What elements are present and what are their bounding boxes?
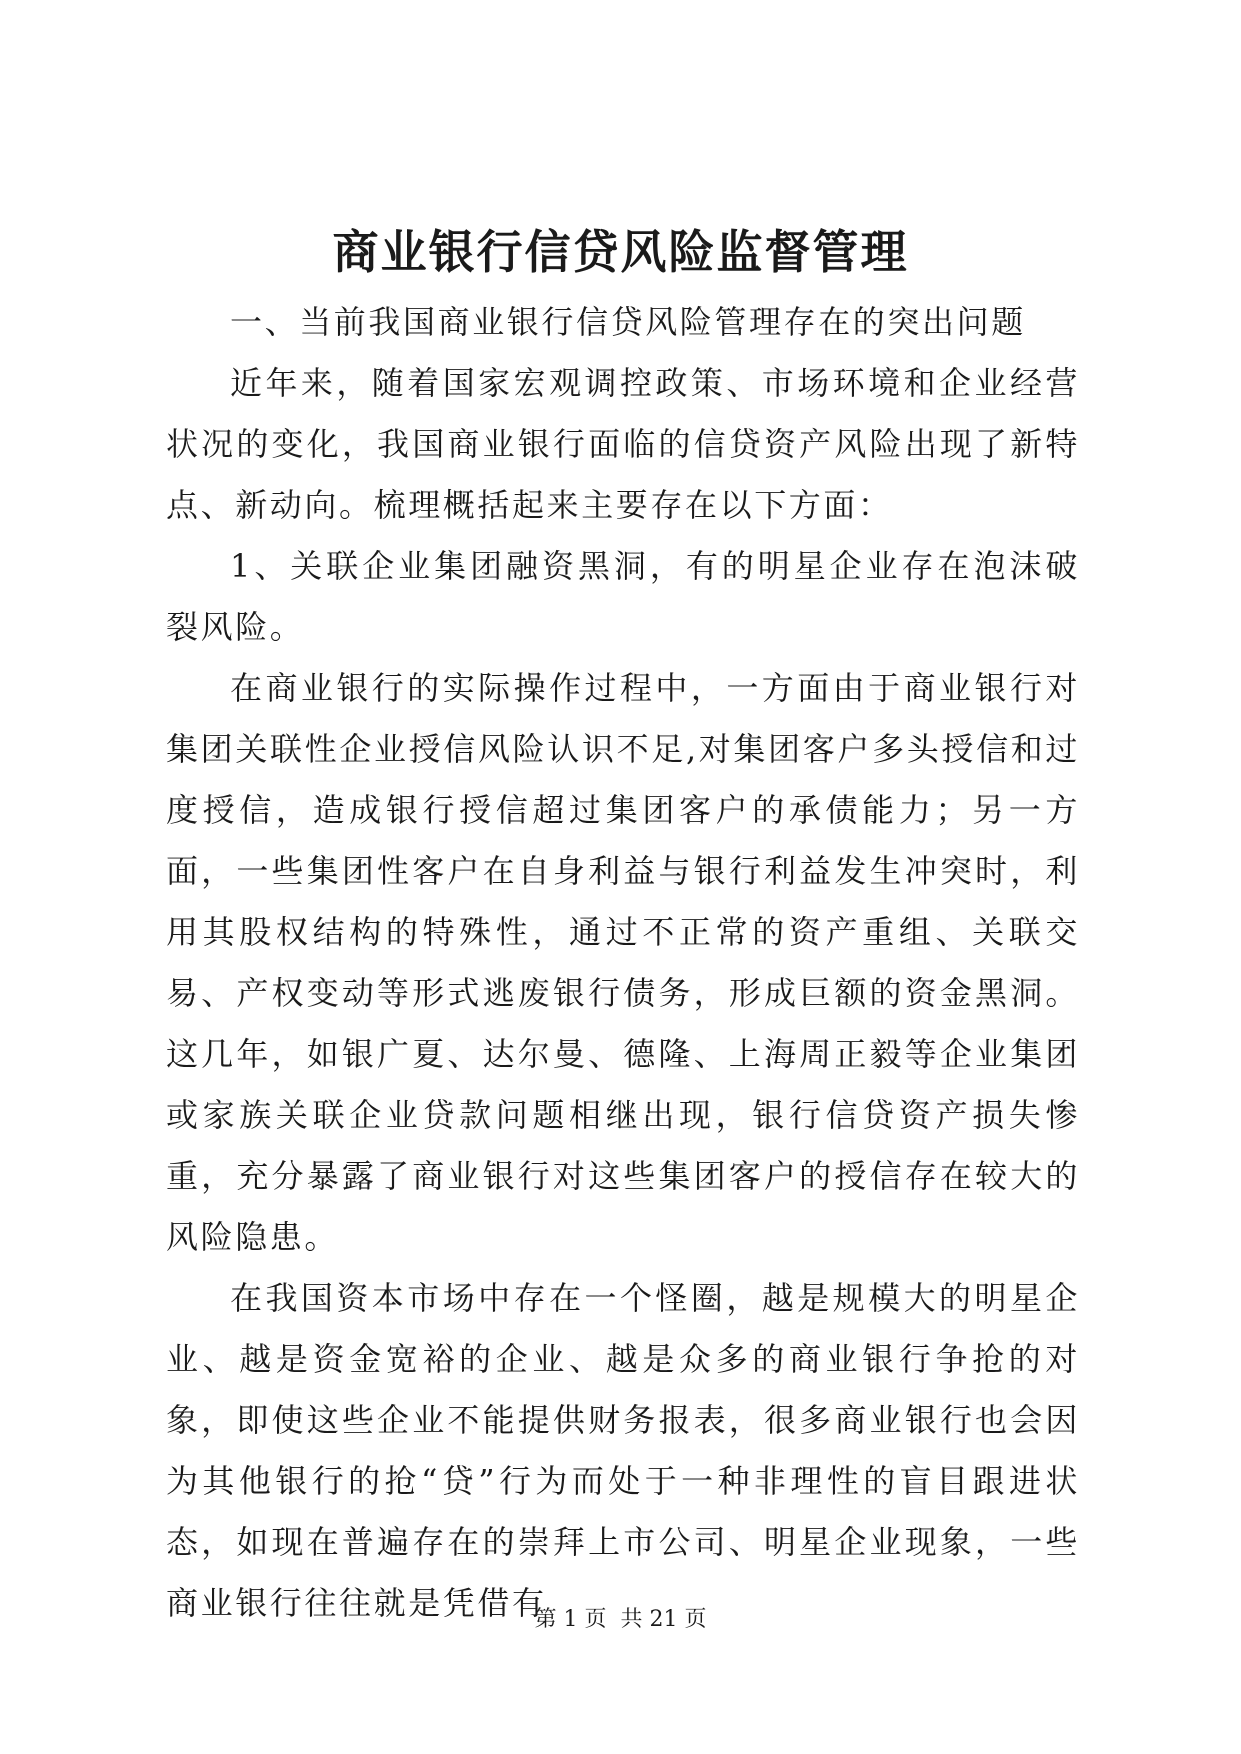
page-number: 第 1 页 bbox=[534, 1607, 607, 1632]
document-body bbox=[166, 292, 1080, 1634]
document-title: 商业银行信贷风险监督管理 bbox=[332, 225, 909, 279]
paragraph: 在商业银行的实际操作过程中，一方面由于商业银行对集团关联性企业授信风险认识不足,对集团客户多头授信和过度授信，造成银行授信超过集团客户的承债能力；另一方面，一些集团性客户在自身利益与银行利益发生冲突时，利用其股权结构的特殊性，通过不正常的资产重组、关联交易、产权变动等形式逃废银行债务，形成巨额的资金黑洞。这几年，如银广夏、达尔曼、德隆、上海周正毅等企业集团或家族关联企业贷款问题相继出现，银行信贷资产损失惨重，充分暴露了商业银行对这些集团客户的授信存在较大的风险隐患。 bbox=[166, 669, 1080, 1256]
total-pages: 共 21 页 bbox=[620, 1607, 707, 1632]
subsection-heading: 1、关联企业集团融资黑洞，有的明星企业存在泡沫破裂风险。 bbox=[166, 547, 1080, 646]
page-footer bbox=[0, 1605, 1241, 1635]
section-heading: 一、当前我国商业银行信贷风险管理存在的突出问题 bbox=[230, 303, 1026, 341]
paragraph: 在我国资本市场中存在一个怪圈，越是规模大的明星企业、越是资金宽裕的企业、越是众多的商业银行争抢的对象，即使这些企业不能提供财务报表，很多商业银行也会因为其他银行的抢“贷”行为而处于一种非理性的盲目跟进状态，如现在普遍存在的崇拜上市公司、明星企业现象，一些商业银行往往就是凭借有 bbox=[166, 1279, 1080, 1622]
paragraph: 近年来，随着国家宏观调控政策、市场环境和企业经营状况的变化，我国商业银行面临的信贷资产风险出现了新特点、新动向。梳理概括起来主要存在以下方面： bbox=[166, 364, 1080, 524]
